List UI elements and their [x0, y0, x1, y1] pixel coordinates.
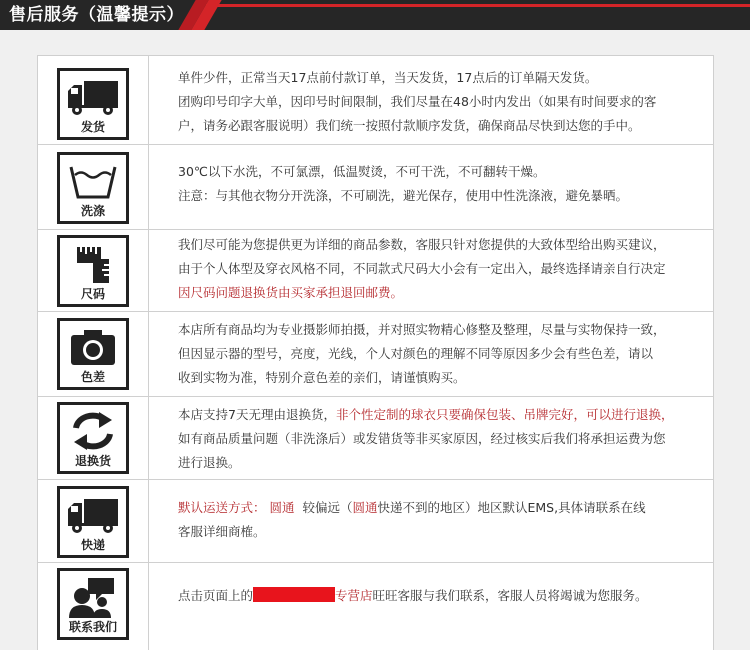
text-segment: 点击页面上的 [178, 588, 254, 603]
washing-text [178, 160, 703, 208]
courier-name: 圆通 [352, 500, 378, 515]
text-line: 进行退换。 [178, 455, 241, 470]
store-type-link[interactable]: 专营店 [335, 588, 373, 603]
text-line: 由于个人体型及穿衣风格不同，不同款式尺码大小会有一定出入，最终选择请亲自行决定 [178, 261, 666, 276]
contact-text [178, 584, 703, 608]
store-name-redacted [253, 587, 335, 602]
camera-icon [60, 324, 126, 370]
courier-truck-icon [60, 492, 126, 538]
text-segment: 本店支持7天无理由退换货， [178, 407, 336, 422]
text-segment: 较偏远（ [302, 500, 353, 515]
color-text [178, 318, 703, 390]
delivery-truck-icon [60, 74, 126, 120]
courier-text [178, 496, 703, 544]
text-line: 单件少件，正常当天17点前付款订单，当天发货，17点后的订单隔天发货。 [178, 70, 598, 85]
text-line: 团购印号印字大单，因印号时间限制，我们尽量在48小时内发出（如果有时间要求的客 [178, 94, 657, 109]
return-text [178, 403, 703, 475]
exchange-arrows-icon [60, 408, 126, 454]
text-line: 如有商品质量问题（非洗涤后）或发错货等非买家原因，经过核实后我们将承担运费为您 [178, 431, 666, 446]
section-label: 发货 [80, 120, 105, 134]
text-segment: 快递不到的地区）地区默认EMS,具体请联系在线 [377, 500, 646, 515]
section-label: 尺码 [80, 287, 105, 301]
row-divider [37, 396, 714, 397]
customer-service-icon [60, 574, 126, 620]
shipping-icon-box [57, 68, 129, 140]
page-title: 售后服务（温馨提示） [0, 0, 200, 30]
courier-name: 圆通 [269, 500, 295, 515]
text-line: 注意：与其他衣物分开洗涤，不可刷洗，避光保存，使用中性洗涤液，避免暴晒。 [178, 188, 629, 203]
row-divider [37, 144, 714, 145]
section-label: 快递 [80, 538, 105, 552]
row-divider [37, 229, 714, 230]
text-segment: 旺旺客服与我们联系，客服人员将竭诚为您服务。 [372, 588, 648, 603]
text-line [178, 496, 703, 520]
text-segment-highlight: 非个性定制的球衣只要确保包装、吊牌完好，可以进行退换， [335, 407, 674, 422]
contact-icon-box [57, 568, 129, 640]
shipping-text [178, 66, 703, 138]
text-line: 客服详细商榷。 [178, 524, 266, 539]
section-label: 洗涤 [80, 204, 105, 218]
section-label: 联系我们 [68, 620, 117, 634]
column-divider [148, 55, 149, 650]
size-text [178, 233, 703, 305]
text-line: 本店所有商品均为专业摄影师拍摄，并对照实物精心修整及整理，尽量与实物保持一致， [178, 322, 666, 337]
text-line [178, 584, 703, 608]
return-icon-box [57, 402, 129, 474]
text-line: 我们尽可能为您提供更为详细的商品参数，客服只针对您提供的大致体型给出购买建议， [178, 237, 666, 252]
washing-icon-box [57, 152, 129, 224]
size-icon-box [57, 235, 129, 307]
color-icon-box [57, 318, 129, 390]
courier-icon-box [57, 486, 129, 558]
text-line-highlight: 因尺码问题退换货由买家承担退回邮费。 [178, 285, 404, 300]
text-segment-highlight: 默认运送方式： [178, 500, 266, 515]
wash-basin-icon [60, 158, 126, 204]
text-line: 30℃以下水洗，不可氯漂，低温熨烫，不可干洗，不可翻转干燥。 [178, 164, 546, 179]
measuring-tape-icon [60, 241, 126, 287]
header-accent-band [206, 4, 750, 7]
text-line: 收到实物为准，特别介意色差的亲们，请谨慎购买。 [178, 370, 466, 385]
text-line: 但因显示器的型号，亮度，光线，个人对颜色的理解不同等原因多少会有些色差，请以 [178, 346, 654, 361]
text-line [178, 403, 703, 427]
text-line: 户，请务必跟客服说明）我们统一按照付款顺序发货，确保商品尽快到达您的手中。 [178, 118, 641, 133]
row-divider [37, 479, 714, 480]
section-label: 退换货 [74, 454, 111, 468]
row-divider [37, 562, 714, 563]
section-label: 色差 [80, 370, 105, 384]
row-divider [37, 311, 714, 312]
